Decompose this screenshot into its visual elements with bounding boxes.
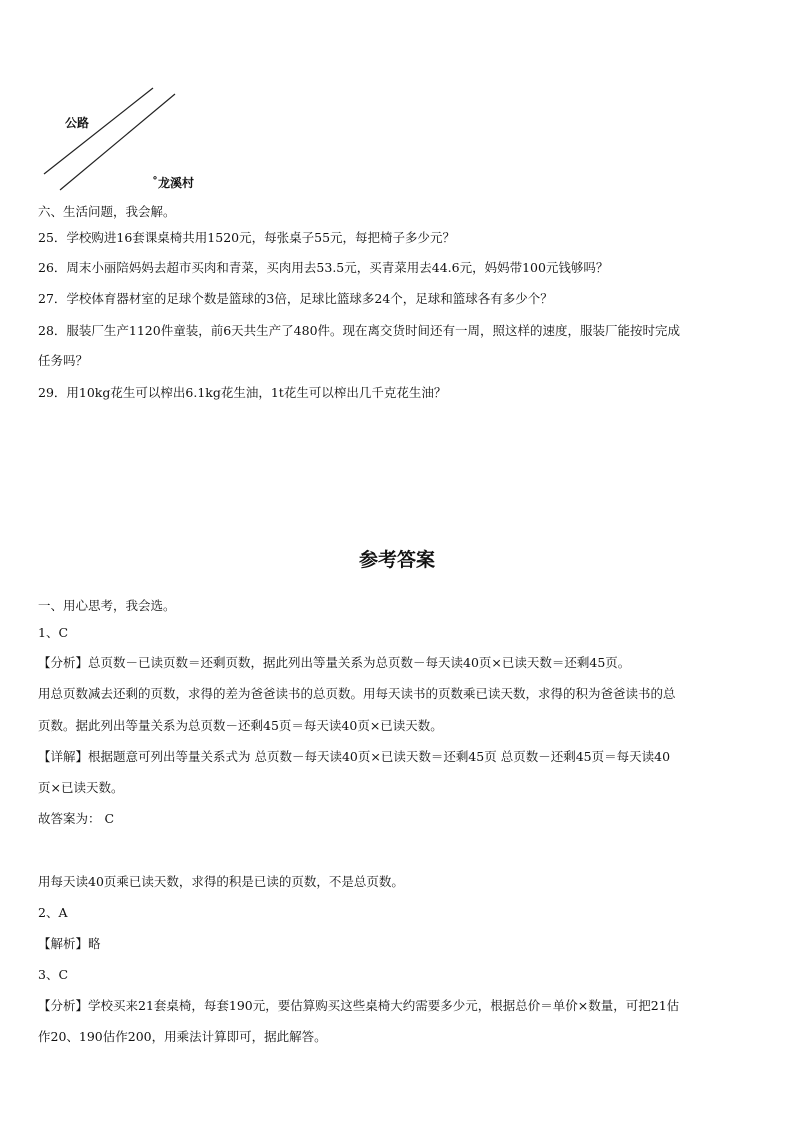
answer-1-detail-line2: 页×已读天数。	[38, 780, 124, 795]
answer-3: 3、C	[38, 967, 69, 982]
answers-title: 参考答案	[358, 549, 435, 571]
answer-1-text-line1: 用总页数减去还剩的页数，求得的差为爸爸读书的总页数。用每天读书的页数乘已读天数，求得的积为爸爸读书的总	[38, 686, 676, 701]
question-28-line1: 28．服装厂生产1120件童装，前6天共生产了480件。现在离交货时间还有一周，照这样的速度，服装厂能按时完成	[38, 323, 681, 338]
road-label: 公路	[65, 116, 90, 130]
question-29: 29．用10kg花生可以榨出6.1kg花生油，1t花生可以榨出几千克花生油？	[38, 385, 447, 400]
question-25: 25．学校购进16套课桌椅共用1520元，每张桌子55元，每把椅子多少元？	[38, 230, 456, 245]
road-diagram	[40, 84, 200, 194]
answer-1-note: 用每天读40页乘已读天数，求得的积是已读的页数，不是总页数。	[38, 874, 404, 889]
answer-1: 1、C	[38, 625, 69, 640]
answer-1-analysis: 【分析】总页数－已读页数＝还剩页数，据此列出等量关系为总页数－每天读40页×已读天数＝还剩45页。	[38, 655, 631, 670]
answer-1-text-line2: 页数。据此列出等量关系为总页数－还剩45页＝每天读40页×已读天数。	[38, 718, 443, 733]
question-26: 26．周末小丽陪妈妈去超市买肉和青菜，买肉用去53.5元，买青菜用去44.6元，妈妈带100元钱够吗？	[38, 260, 609, 275]
answer-2-analysis: 【解析】略	[38, 936, 101, 951]
village-label: ˚龙溪村	[152, 176, 195, 190]
answer-3-analysis-line2: 作20、190估作200，用乘法计算即可，据此解答。	[38, 1029, 327, 1044]
question-27: 27．学校体育器材室的足球个数是篮球的3倍，足球比篮球多24个，足球和篮球各有多少个？	[38, 291, 553, 306]
answer-1-detail-line1: 【详解】根据题意可列出等量关系式为 总页数－每天读40页×已读天数＝还剩45页 总页数－还剩45页＝每天读40	[38, 749, 671, 764]
question-28-line2: 任务吗？	[38, 353, 89, 368]
answer-1-result: 故答案为： C	[38, 811, 115, 826]
section6-heading: 六、生活问题，我会解。	[38, 204, 176, 219]
road-edge-left	[44, 88, 153, 174]
answer-3-analysis-line1: 【分析】学校买来21套桌椅，每套190元，要估算购买这些桌椅大约需要多少元，根据总价＝单价×数量，可把21估	[38, 998, 680, 1013]
answer-2: 2、A	[38, 905, 68, 920]
answers-section1-heading: 一、用心思考，我会选。	[38, 598, 176, 613]
